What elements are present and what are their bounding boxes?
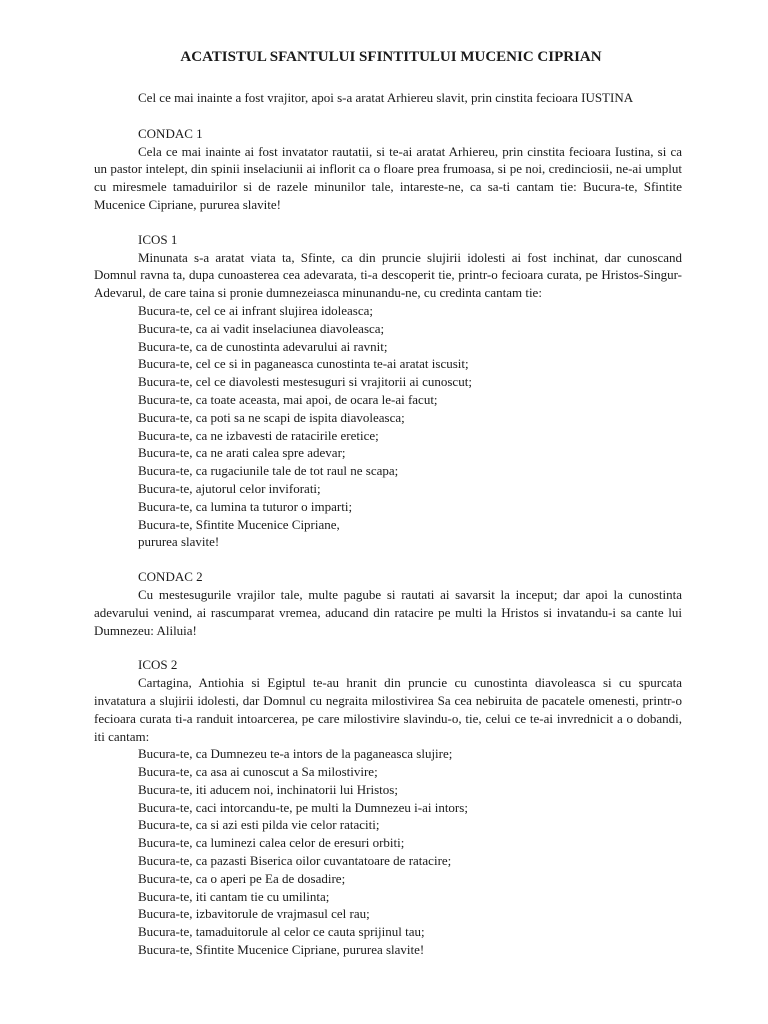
verse-line: Bucura-te, ca luminezi calea celor de eresuri orbiti; xyxy=(138,835,405,851)
section-text: Cartagina, Antiohia si Egiptul te-au hranit din pruncie cu cunostinta diavoleasca si cu spurcata invatatura a slujirii idolesti, dar Domnul cu negraita milostivirea Sa cea nebiruita de pacatele omenesti, printr-o fecioara curata ti-a randuit intoarcerea, pe care milostivire slavindu-o, tie, celui ce te-ai invrednicit a o dobandi, iti cantam: xyxy=(94,675,682,744)
verse-line: Bucura-te, ca poti sa ne scapi de ispita diavoleasca; xyxy=(138,409,405,425)
verse-line: pururea slavite! xyxy=(138,534,220,550)
section-heading: CONDAC 2 xyxy=(138,569,203,585)
verse-lines xyxy=(94,302,682,551)
section-3 xyxy=(94,568,682,639)
verse-line: Bucura-te, ca toate aceasta, mai apoi, de ocara le-ai facut; xyxy=(138,391,438,407)
section-text: Cela ce mai inainte ai fost invatator rautatii, si te-ai aratat Arhiereu, prin cinstita fecioara Iustina, si ca un pastor intelept, din spinii inselaciunii ai inflorit ca o floare prea frumoasa, si pe noi, credinciosii, ne-ai umplut cu miresmele tamaduirilor si de razele minunilor tale, intareste-ne, ca sa-ti cantam tie: Bucura-te, Sfintite Mucenice Cipriane, pururea slavite! xyxy=(94,143,682,212)
section-2 xyxy=(94,231,682,551)
verse-line: Bucura-te, ca pazasti Biserica oilor cuvantatoare de ratacire; xyxy=(138,853,452,869)
intro-paragraph: Cel ce mai inainte a fost vrajitor, apoi s-a aratat Arhiereu slavit, prin cinstita fecioara IUSTINA xyxy=(138,90,634,105)
section-heading: ICOS 1 xyxy=(138,231,178,247)
section-4 xyxy=(94,656,682,959)
section-1 xyxy=(94,125,682,214)
verse-lines xyxy=(94,745,682,959)
verse-line: Bucura-te, ca Dumnezeu te-a intors de la paganeasca slujire; xyxy=(138,746,453,762)
section-text: Cu mestesugurile vrajilor tale, multe pagube si rautati ai savarsit la inceput; dar apoi la cunostinta adevarului venind, ai rascumparat vremea, aducand din ratacire pe multi la Hristos si invatandu-i sa cante lui Dumnezeu: Aliluia! xyxy=(94,586,682,638)
document-title: ACATISTUL SFANTULUI SFINTITULUI MUCENIC CIPRIAN xyxy=(180,49,602,65)
verse-line: Bucura-te, ca rugaciunile tale de tot raul ne scapa; xyxy=(138,463,399,479)
verse-line: Bucura-te, ca lumina ta tuturor o imparti; xyxy=(138,498,353,514)
section-heading: CONDAC 1 xyxy=(138,125,203,141)
verse-line: Bucura-te, iti aducem noi, inchinatorii lui Hristos; xyxy=(138,781,398,797)
section-text: Minunata s-a aratat viata ta, Sfinte, ca din pruncie slujirii idolesti ai fost inchinat, dar cunoscand Domnul ravna ta, dupa cunoasterea cea adevarata, ti-a descoperit tie, printr-o fecioara curata, pe Hristos-Singur-Adevarul, de care taina si pronie dumnezeiasca minunandu-ne, cu credinta cantam tie: xyxy=(94,249,682,301)
verse-line: Bucura-te, ca asa ai cunoscut a Sa milostivire; xyxy=(138,764,378,780)
section-heading: ICOS 2 xyxy=(138,657,178,673)
verse-line: Bucura-te, ca de cunostinta adevarului ai ravnit; xyxy=(138,338,388,354)
verse-line: Bucura-te, ca o aperi pe Ea de dosadire; xyxy=(138,870,346,886)
verse-line: Bucura-te, ca ai vadit inselaciunea diavoleasca; xyxy=(138,320,385,336)
verse-line: Bucura-te, caci intorcandu-te, pe multi la Dumnezeu i-ai intors; xyxy=(138,799,468,815)
verse-line: Bucura-te, ca ne arati calea spre adevar; xyxy=(138,445,346,461)
verse-line: Bucura-te, ca si azi esti pilda vie celor rataciti; xyxy=(138,817,380,833)
verse-line: Bucura-te, cel ce si in paganeasca cunostinta te-ai aratat iscusit; xyxy=(138,356,469,372)
verse-line: Bucura-te, izbavitorule de vrajmasul cel rau; xyxy=(138,906,370,922)
verse-line: Bucura-te, cel ce ai infrant slujirea idoleasca; xyxy=(138,302,373,318)
verse-line: Bucura-te, cel ce diavolesti mestesuguri si vrajitorii ai cunoscut; xyxy=(138,374,472,390)
verse-line: Bucura-te, iti cantam tie cu umilinta; xyxy=(138,888,330,904)
verse-line: Bucura-te, tamaduitorule al celor ce cauta sprijinul tau; xyxy=(138,924,425,940)
verse-line: Bucura-te, ca ne izbavesti de ratacirile eretice; xyxy=(138,427,379,443)
verse-line: Bucura-te, ajutorul celor inviforati; xyxy=(138,480,321,496)
verse-line: Bucura-te, Sfintite Mucenice Cipriane, xyxy=(138,516,340,532)
sections-container xyxy=(94,125,682,959)
verse-line: Bucura-te, Sfintite Mucenice Cipriane, pururea slavite! xyxy=(138,942,425,958)
